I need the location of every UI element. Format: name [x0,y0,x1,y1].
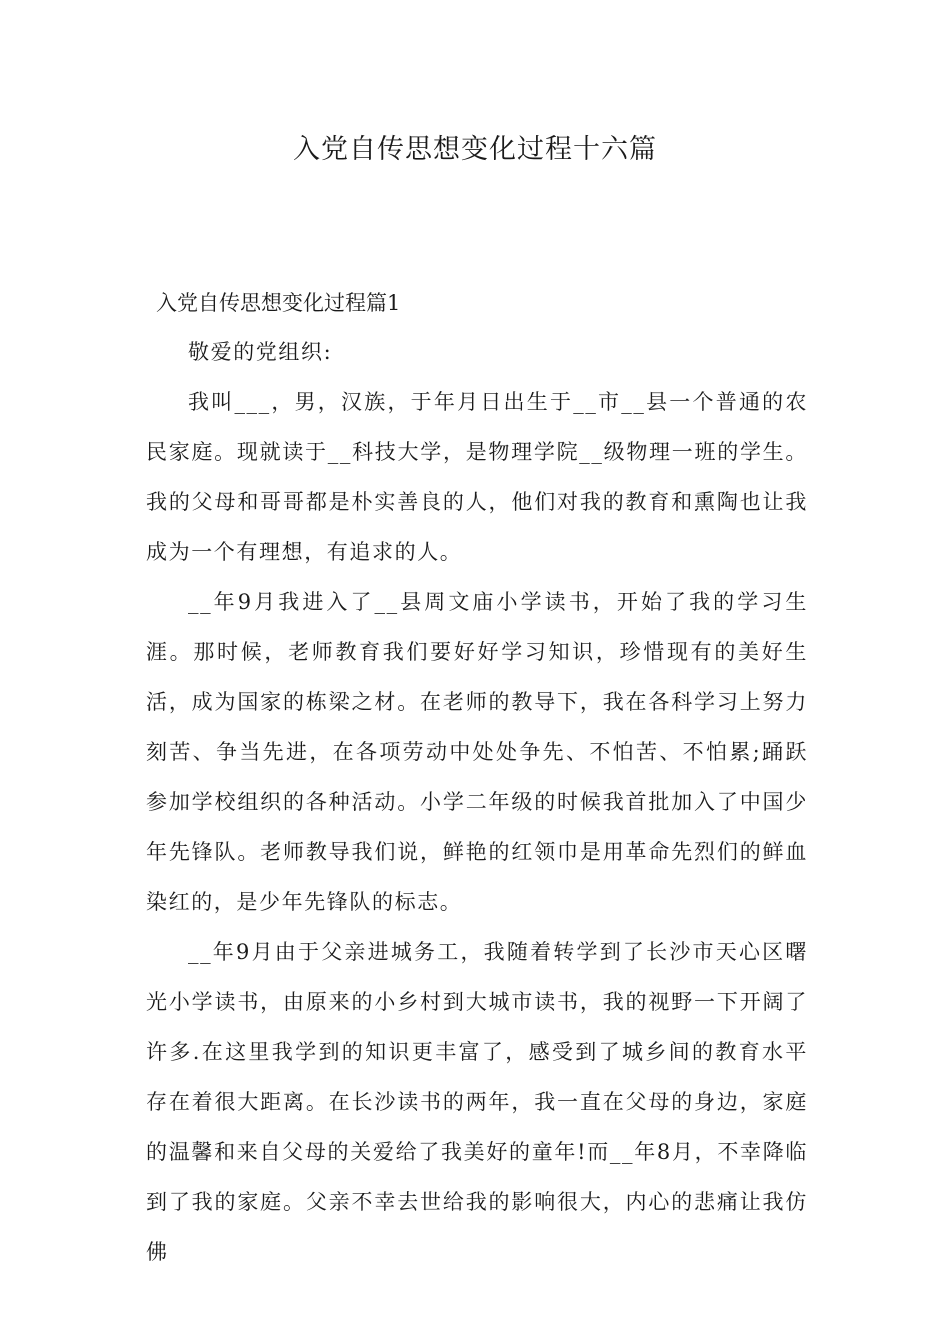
document-title: 入党自传思想变化过程十六篇 [293,134,657,165]
paragraph-1: 我叫___，男，汉族，于年月日出生于__市__县一个普通的农民家庭。现就读于__科技大学，是物理学院__级物理一班的学生。我的父母和哥哥都是朴实善良的人，他们对我的教育和熏陶也让我成为一个有理想，有追求的人。 [146,390,808,564]
section-heading: 入党自传思想变化过程篇1 [156,291,401,315]
paragraph-3: __年9月由于父亲进城务工，我随着转学到了长沙市天心区曙光小学读书，由原来的小乡村到大城市读书，我的视野一下开阔了许多.在这里我学到的知识更丰富了，感受到了城乡间的教育水平存在着很大距离。在长沙读书的两年，我一直在父母的身边，家庭的温馨和来自父母的关爱给了我美好的童年!而__年8月，不幸降临到了我的家庭。父亲不幸去世给我的影响很大，内心的悲痛让我仿佛 [146,940,808,1264]
document-body [146,327,808,1277]
paragraph-2: __年9月我进入了__县周文庙小学读书，开始了我的学习生涯。那时候，老师教育我们要好好学习知识，珍惜现有的美好生活，成为国家的栋梁之材。在老师的教导下，我在各科学习上努力刻苦、争当先进，在各项劳动中处处争先、不怕苦、不怕累;踊跃参加学校组织的各种活动。小学二年级的时候我首批加入了中国少年先锋队。老师教导我们说，鲜艳的红领巾是用革命先烈们的鲜血染红的，是少年先锋队的标志。 [146,590,808,914]
salutation: 敬爱的党组织: [188,340,333,364]
